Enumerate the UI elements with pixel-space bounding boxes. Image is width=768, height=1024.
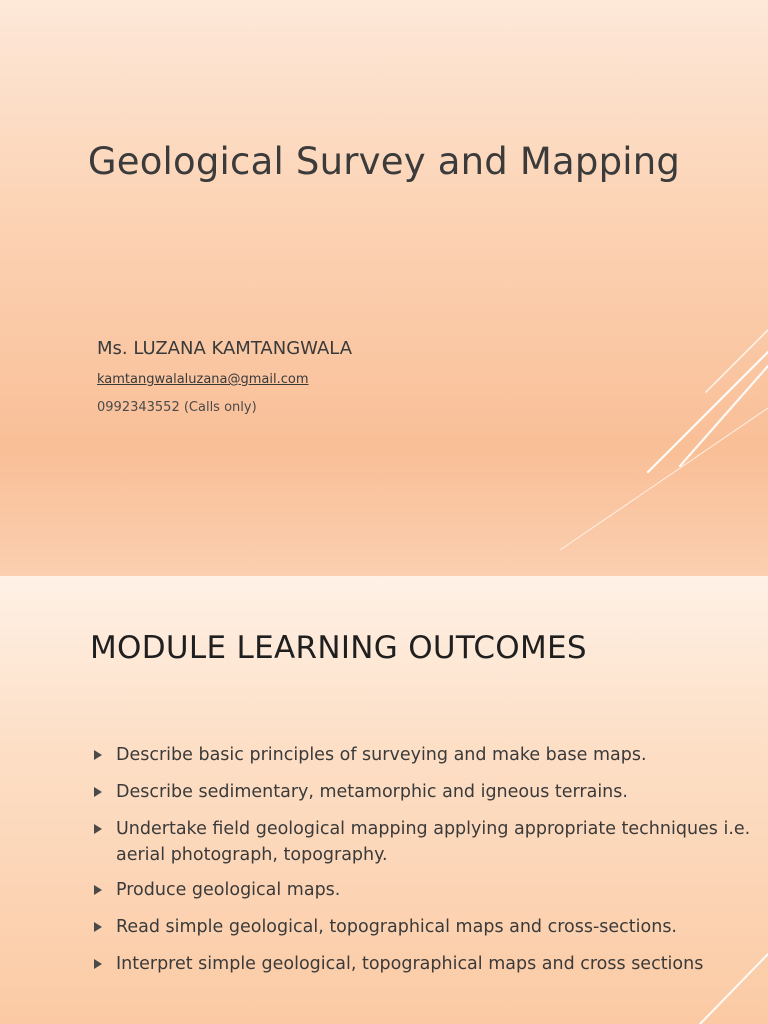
outcomes-heading: MODULE LEARNING OUTCOMES <box>90 630 587 666</box>
outcome-text: Produce geological maps. <box>116 880 341 900</box>
triangle-right-icon <box>94 750 102 760</box>
triangle-right-icon <box>94 922 102 932</box>
triangle-right-icon <box>94 824 102 834</box>
outcomes-list <box>90 742 760 988</box>
outcome-text: Describe basic principles of surveying and make base maps. <box>116 745 647 765</box>
triangle-right-icon <box>94 787 102 797</box>
list-item <box>90 877 760 903</box>
presenter-phone: 0992343552 (Calls only) <box>97 400 257 415</box>
outcome-text: Read simple geological, topographical maps and cross-sections. <box>116 917 677 937</box>
outcome-text: Describe sedimentary, metamorphic and igneous terrains. <box>116 782 628 802</box>
presenter-name: Ms. LUZANA KAMTANGWALA <box>97 338 353 359</box>
list-item <box>90 914 760 940</box>
presentation-title: Geological Survey and Mapping <box>87 140 681 183</box>
triangle-right-icon <box>94 885 102 895</box>
triangle-right-icon <box>94 959 102 969</box>
presenter-email-link[interactable]: kamtangwalaluzana@gmail.com <box>97 372 309 387</box>
list-item <box>90 951 760 977</box>
list-item <box>90 779 760 805</box>
list-item <box>90 742 760 768</box>
list-item <box>90 816 760 868</box>
outcome-text: Undertake field geological mapping applying appropriate techniques i.e. aerial photograph, topography. <box>116 819 751 865</box>
outcome-text: Interpret simple geological, topographical maps and cross sections <box>116 954 704 974</box>
